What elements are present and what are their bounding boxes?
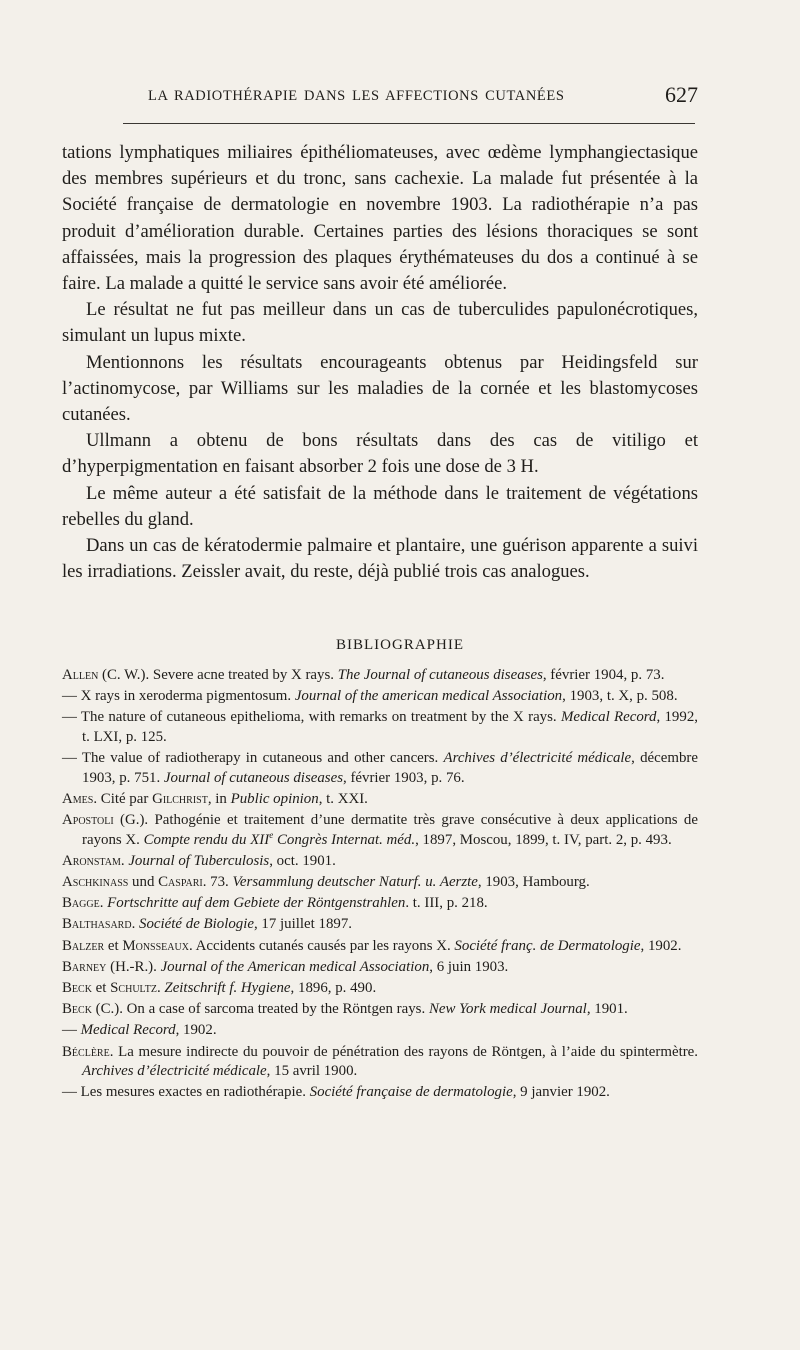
author-name: Ames — [62, 790, 94, 807]
entry-text: , 17 juillet 1897. — [253, 916, 353, 933]
entry-text: (C.). On a case of sarcoma treated by the Röntgen rays. — [91, 1001, 429, 1018]
author-name: Bagge — [62, 895, 100, 912]
entry-text: , 15 avril 1900. — [266, 1063, 358, 1080]
entry-text: — — [62, 1022, 81, 1039]
entry-text: , décembre 1903, p. 751. — [82, 750, 698, 786]
journal-title: Versammlung deutscher Naturf. u. Aerzte — [232, 874, 478, 891]
bibliography-entry — [62, 708, 698, 747]
entry-text: . — [156, 980, 165, 997]
bibliography-entry — [62, 873, 698, 893]
entry-text: , 1902. — [175, 1022, 217, 1039]
entry-text: (C. W.). Severe acne treated by X rays. — [98, 667, 338, 683]
entry-text: , 9 janvier 1902. — [512, 1084, 610, 1101]
bibliography-entry — [62, 979, 698, 999]
bibliography-entry — [62, 790, 698, 810]
paragraph: Mentionnons les résultats encourageants obtenus par Heidingsfeld sur l’actinomycose, par Williams sur les maladies de la cornée et les blastomycoses cutanées. — [62, 351, 698, 426]
entry-text: , t. XXI. — [318, 790, 368, 807]
journal-title: Journal of the american medical Association — [294, 688, 563, 705]
paragraph: Dans un cas de kératodermie palmaire et plantaire, une guérison apparente a suivi les irradiations. Zeissler avait, du reste, déjà publié trois cas analogues. — [62, 535, 698, 583]
journal-title: The Journal of cutaneous diseases — [337, 667, 543, 683]
body-text — [62, 140, 698, 585]
bibliography-entry — [62, 915, 698, 935]
journal-title: Medical Record — [560, 709, 657, 726]
entry-text: . Cité par — [93, 790, 153, 807]
entry-text: — The value of radiotherapy in cutaneous and other cancers. — [62, 750, 444, 767]
entry-text: . — [120, 852, 129, 869]
entry-text: . La mesure indirecte du pouvoir de pénétration des rayons de Röntgen, à l’aide du spintermètre. — [109, 1043, 698, 1060]
superscript: e — [269, 829, 274, 840]
bibliography-entry — [62, 958, 698, 978]
journal-title: Archives d’électricité médicale — [443, 750, 632, 767]
journal-title: Public opinion — [230, 790, 319, 807]
bibliography-entry — [62, 1043, 698, 1082]
paragraph: Le même auteur a été satisfait de la méthode dans le traitement de végétations rebelles du gland. — [62, 482, 698, 530]
author-name: Beck — [62, 1001, 92, 1018]
bibliography-list — [62, 666, 698, 1105]
author-name: Monsseaux — [122, 937, 189, 954]
entry-text: . — [131, 916, 140, 933]
journal-title: Journal of the American medical Association — [160, 958, 430, 975]
journal-title: Archives d’électricité médicale — [82, 1063, 267, 1080]
author-name: Aschkinass — [62, 874, 129, 891]
entry-text: et — [91, 980, 111, 997]
entry-text: , février 1903, p. 76. — [343, 769, 465, 786]
entry-text: . 73. — [202, 874, 233, 891]
journal-title: Société franç. de Dermatologie — [454, 937, 641, 954]
entry-text: , oct. 1901. — [269, 852, 336, 869]
journal-title: New York medical Journal — [428, 1001, 587, 1018]
bibliography-entry — [62, 1021, 698, 1041]
author-name: Gilchrist — [152, 790, 208, 807]
bibliography-entry — [62, 852, 698, 872]
journal-title: Medical Record — [80, 1022, 176, 1039]
page-number: 627 — [665, 82, 698, 107]
entry-text: und — [128, 874, 159, 891]
entry-text: — The nature of cutaneous epithelioma, with remarks on treatment by the X rays. — [62, 709, 561, 726]
bibliography-entry — [62, 894, 698, 914]
entry-text: , 1902. — [640, 937, 682, 954]
author-name: Apostoli — [62, 812, 114, 829]
author-name: Balthasard — [62, 916, 132, 933]
journal-title: Journal of cutaneous diseases — [163, 769, 343, 786]
bibliography-entry — [62, 937, 698, 957]
author-name: Schultz — [110, 980, 157, 997]
journal-title: Fortschritte auf dem Gebiete der Röntgenstrahlen — [107, 895, 406, 912]
paragraph: tations lymphatiques miliaires épithéliomateuses, avec œdème lymphangiectasique des membres supérieurs et du tronc, sans cachexie. La malade fut présentée à la Société française de dermatologie en novembre 1903. La radiothérapie n’a pas produit d’amélioration durable. Certaines parties des lésions thoraciques se sont affaissées, mais la progression des plaques érythémateuses du dos a continué à se faire. La malade a quitté le service sans avoir été améliorée. — [62, 142, 698, 295]
header-rule — [123, 123, 695, 124]
entry-text: — X rays in xeroderma pigmentosum. — [62, 688, 295, 705]
entry-text: , 1901. — [586, 1001, 628, 1018]
entry-text: , in — [207, 790, 231, 807]
journal-title: Zeitschrift f. Hygiene — [164, 980, 291, 997]
page-header — [118, 82, 698, 112]
entry-text: , 1897, Moscou, 1899, t. IV, part. 2, p. 493. — [415, 831, 672, 848]
entry-text: — Les mesures exactes en radiothérapie. — [62, 1084, 310, 1101]
author-name: Balzer — [62, 937, 105, 954]
author-name: Allen — [62, 667, 99, 683]
journal-title: Journal of Tuberculosis — [128, 852, 270, 869]
entry-text: , 1896, p. 490. — [290, 980, 377, 997]
author-name: Beck — [62, 980, 92, 997]
journal-title: Société de Biologie — [139, 916, 254, 933]
entry-text: , 6 juin 1903. — [429, 958, 509, 975]
journal-title: Compte rendu du XII — [143, 831, 270, 848]
bibliography-entry — [62, 811, 698, 850]
author-name: Barney — [62, 958, 107, 975]
bibliography-entry — [62, 1083, 698, 1103]
entry-text: . Accidents cutanés causés par les rayons X. — [188, 937, 455, 954]
paragraph: Ullmann a obtenu de bons résultats dans des cas de vitiligo et d’hyperpigmentation en faisant absorber 2 fois une dose de 3 H. — [62, 430, 698, 478]
running-head: LA RADIOTHÉRAPIE DANS LES AFFECTIONS CUTANÉES — [148, 88, 565, 104]
entry-text: (H.-R.). — [106, 958, 161, 975]
entry-text: , 1992, t. LXI, p. 125. — [82, 709, 698, 745]
entry-text: et — [104, 937, 123, 954]
paragraph: Le résultat ne fut pas meilleur dans un cas de tuberculides papulonécrotiques, simulant un lupus mixte. — [62, 299, 698, 347]
author-name: Béclère — [62, 1043, 110, 1060]
entry-text: . — [99, 895, 108, 912]
entry-text: , février 1904, p. 73. — [542, 667, 665, 683]
entry-text: (G.). Pathogénie et traitement d’une dermatite très grave consécutive à deux applications de rayons X. — [82, 812, 698, 848]
author-name: Aronstam — [62, 852, 121, 869]
author-name: Caspari — [158, 874, 203, 891]
entry-text: , 1903, t. X, p. 508. — [562, 688, 678, 705]
journal-title: Société française de dermatologie — [309, 1084, 513, 1101]
bibliography-entry — [62, 666, 698, 686]
entry-text: . t. III, p. 218. — [405, 895, 488, 912]
entry-text: , 1903, Hambourg. — [477, 874, 590, 891]
bibliography-entry — [62, 687, 698, 707]
bibliography-entry — [62, 1000, 698, 1020]
bibliography-entry — [62, 749, 698, 788]
journal-title: Congrès Internat. méd. — [273, 831, 416, 848]
bibliography-title: BIBLIOGRAPHIE — [336, 637, 464, 653]
